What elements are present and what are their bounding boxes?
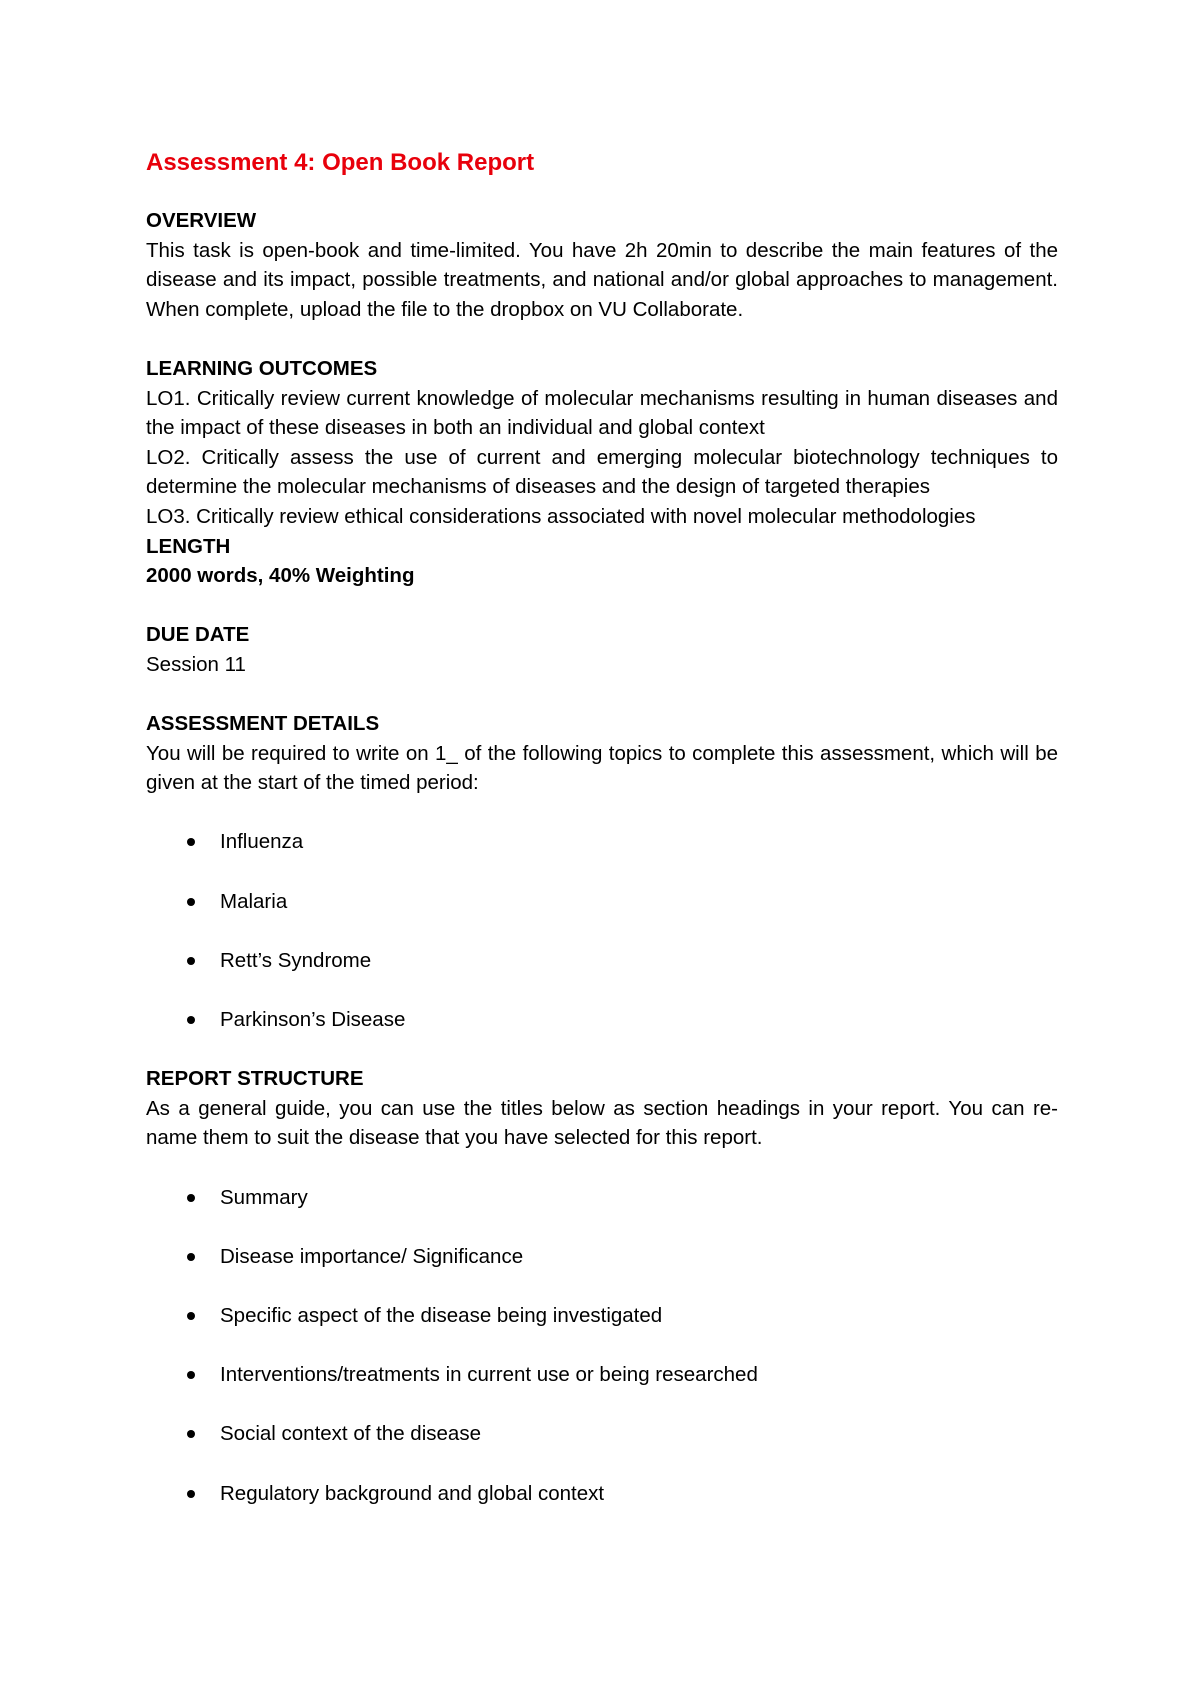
- topic-label: Influenza: [220, 830, 304, 854]
- topic-item: [146, 1005, 1058, 1035]
- overview-section: [146, 206, 1058, 324]
- section-item: [146, 1360, 1058, 1390]
- overview-text: This task is open-book and time-limited. You have 2h 20min to describe the main features of the disease and its impact, possible treatments, and national and/or global approaches to management. When complete, upload the file to the dropbox on VU Collaborate.: [146, 238, 1058, 321]
- due-date-value: Session 11: [146, 652, 246, 676]
- bullet-icon: [187, 1016, 195, 1024]
- bullet-icon: [187, 898, 195, 906]
- topic-item: [146, 827, 1058, 857]
- length-section: [146, 532, 1058, 591]
- topic-label: Malaria: [220, 889, 288, 913]
- bullet-icon: [187, 1253, 195, 1261]
- learning-outcomes-heading: LEARNING OUTCOMES: [146, 356, 378, 380]
- learning-outcome-3: LO3. Critically review ethical considerations associated with novel molecular methodologies: [146, 504, 976, 528]
- bullet-icon: [187, 1490, 195, 1498]
- section-label: Interventions/treatments in current use or being researched: [220, 1363, 758, 1387]
- assessment-details-heading: ASSESSMENT DETAILS: [146, 712, 380, 736]
- topic-list: [146, 827, 1058, 1034]
- section-label: Disease importance/ Significance: [220, 1244, 524, 1268]
- topic-item: [146, 946, 1058, 976]
- section-item: [146, 1242, 1058, 1272]
- section-item: [146, 1183, 1058, 1213]
- section-label: Specific aspect of the disease being investigated: [220, 1303, 663, 1327]
- section-item: [146, 1419, 1058, 1449]
- learning-outcomes-section: [146, 354, 1058, 532]
- due-date-heading: DUE DATE: [146, 623, 250, 647]
- bullet-icon: [187, 1371, 195, 1379]
- report-structure-text: As a general guide, you can use the titles below as section headings in your report. You can re-name them to suit the disease that you have selected for this report.: [146, 1096, 1058, 1150]
- overview-heading: OVERVIEW: [146, 209, 257, 232]
- bullet-icon: [187, 838, 195, 846]
- section-label: Regulatory background and global context: [220, 1481, 605, 1505]
- document-title: Assessment 4: Open Book Report: [146, 149, 535, 176]
- due-date-section: [146, 620, 1058, 679]
- bullet-icon: [187, 1312, 195, 1320]
- length-heading: LENGTH: [146, 534, 231, 558]
- learning-outcome-2: LO2. Critically assess the use of current and emerging molecular biotechnology techniques to determine the molecular mechanisms of diseases and the design of targeted therapies: [146, 445, 1058, 499]
- report-structure-section: [146, 1064, 1058, 1508]
- section-item: [146, 1301, 1058, 1331]
- bullet-icon: [187, 1194, 195, 1202]
- bullet-icon: [187, 957, 195, 965]
- report-structure-heading: REPORT STRUCTURE: [146, 1067, 364, 1091]
- bullet-icon: [187, 1430, 195, 1438]
- section-label: Summary: [220, 1185, 308, 1209]
- length-value: 2000 words, 40% Weighting: [146, 564, 415, 588]
- assessment-details-section: [146, 709, 1058, 1035]
- section-label: Social context of the disease: [220, 1422, 481, 1446]
- section-list: [146, 1183, 1058, 1509]
- topic-item: [146, 887, 1058, 917]
- topic-label: Parkinson’s Disease: [220, 1008, 406, 1032]
- learning-outcome-1: LO1. Critically review current knowledge of molecular mechanisms resulting in human diseases and the impact of these diseases in both an individual and global context: [146, 386, 1058, 440]
- section-item: [146, 1479, 1058, 1509]
- topic-label: Rett’s Syndrome: [220, 948, 372, 972]
- assessment-details-text: You will be required to write on 1_ of the following topics to complete this assessment, which will be given at the start of the timed period:: [146, 741, 1058, 795]
